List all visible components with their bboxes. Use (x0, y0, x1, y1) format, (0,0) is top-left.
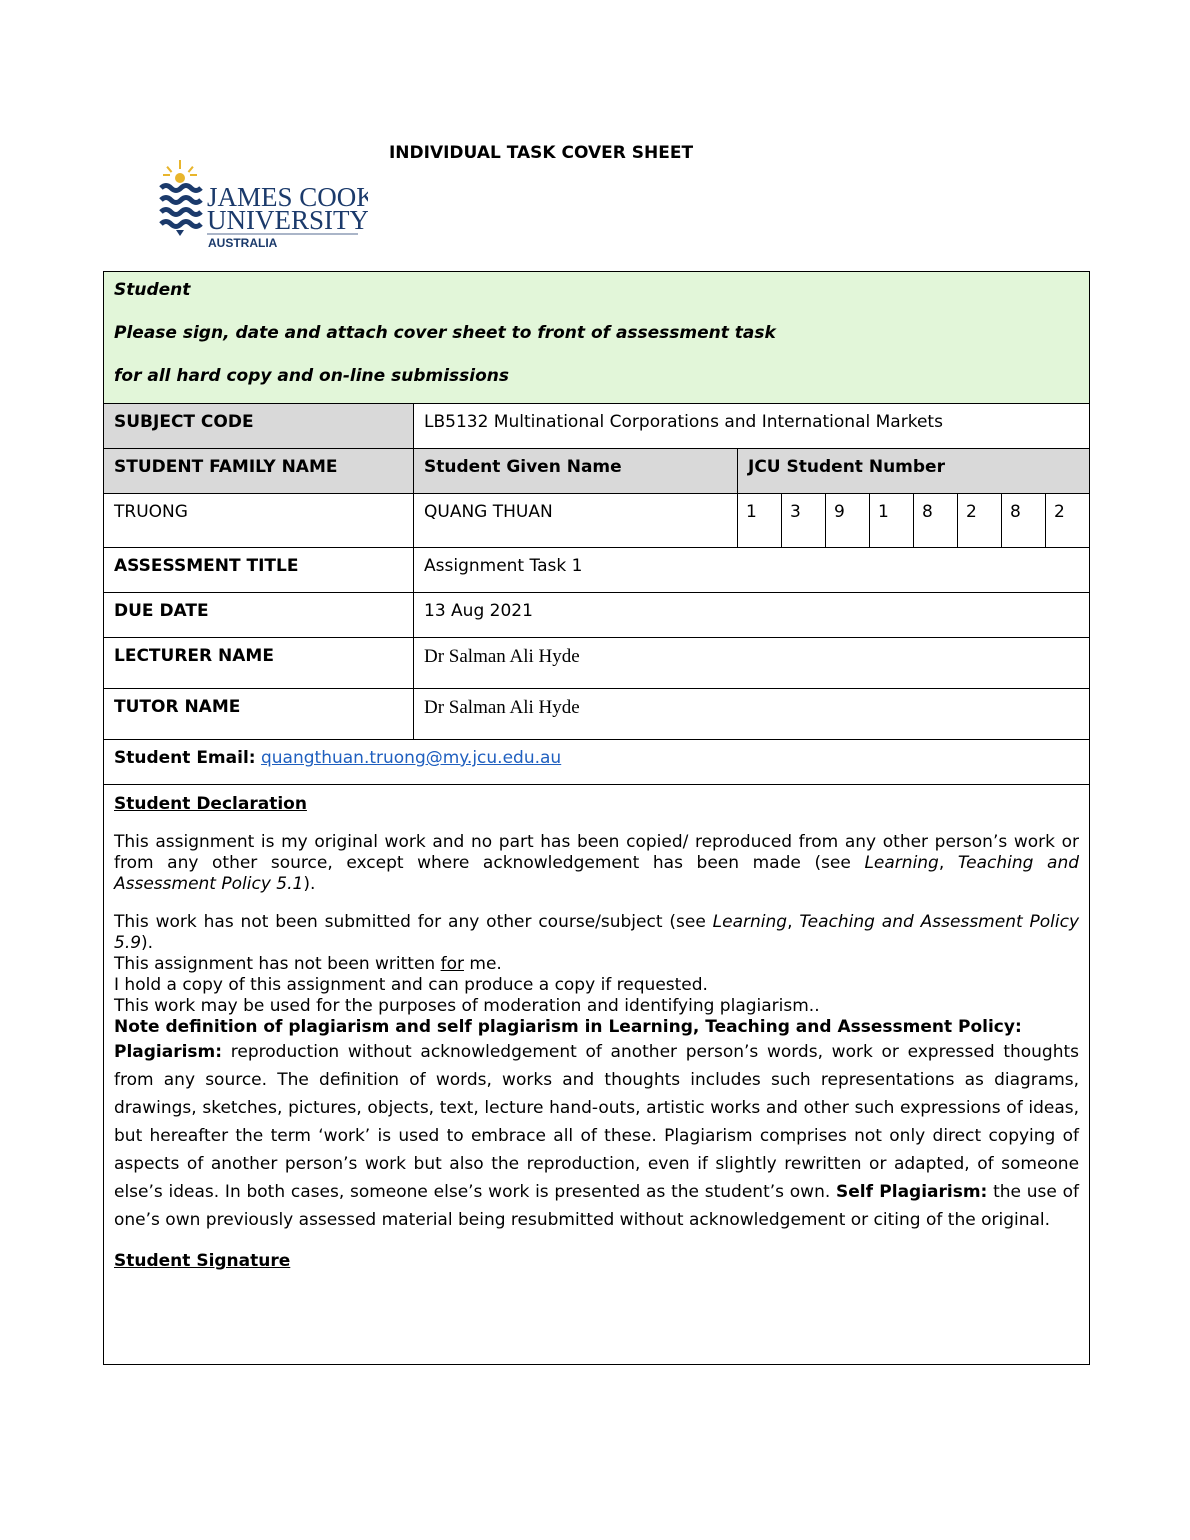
instructions-line-2: for all hard copy and on-line submissions (114, 366, 509, 386)
tutor-name-value: Dr Salman Ali Hyde (414, 689, 1090, 740)
student-number-digit: 1 (870, 494, 914, 548)
instructions-cell (104, 272, 1090, 404)
page-title: INDIVIDUAL TASK COVER SHEET (388, 143, 694, 163)
student-number-digit: 1 (738, 494, 782, 548)
tutor-name-label: TUTOR NAME (104, 689, 414, 740)
lecturer-name-value: Dr Salman Ali Hyde (414, 638, 1090, 689)
due-date-value: 13 Aug 2021 (414, 593, 1090, 638)
declaration-paragraph-3: This assignment has not been written for me. (114, 954, 502, 974)
email-label: Student Email: (114, 748, 256, 768)
student-number-digit: 3 (782, 494, 826, 548)
declaration-paragraph-1: This assignment is my original work and no part has been copied/ reproduced from any other person’s work or from any other source, except where acknowledgement has been made (see Learning, Teaching and Assessment Policy 5.1). (114, 832, 1080, 894)
given-name-header: Student Given Name (414, 449, 738, 494)
given-name-value: QUANG THUAN (414, 494, 738, 548)
subject-code-value: LB5132 Multinational Corporations and International Markets (414, 404, 1090, 449)
lecturer-name-label: LECTURER NAME (104, 638, 414, 689)
instructions-heading: Student (114, 280, 191, 300)
declaration-heading: Student Declaration (114, 794, 307, 814)
svg-text:JAMES COOK: JAMES COOK (207, 182, 368, 212)
plagiarism-definition: Plagiarism: reproduction without acknowledgement of another person’s words, work or expressed thoughts from any source. The definition of words, works and thoughts includes such representations as diagrams, drawings, sketches, pictures, objects, text, lecture hand-outs, artistic works and other such expressions of ideas, but hereafter the term ‘work’ is used to embrace all of these. Plagiarism comprises not only direct copying of aspects of another person’s work but also the reproduction, even if slightly rewritten or adapted, of someone else’s ideas. In both cases, someone else’s work is presented as the student’s own. Self Plagiarism: the use of one’s own previously assessed material being resubmitted without acknowledgement or citing of the original. (114, 1042, 1080, 1230)
declaration-paragraph-2: This work has not been submitted for any other course/subject (see Learning, Teaching and Assessment Policy 5.9). (114, 912, 1080, 953)
student-number-digit: 2 (958, 494, 1002, 548)
student-number-digit: 8 (914, 494, 958, 548)
instructions-line-1: Please sign, date and attach cover sheet to front of assessment task (114, 323, 776, 343)
student-number-digit: 2 (1046, 494, 1090, 548)
student-number-digit: 9 (826, 494, 870, 548)
email-cell (104, 740, 1090, 785)
declaration-paragraph-4: I hold a copy of this assignment and can produce a copy if requested. (114, 975, 708, 995)
signature-heading: Student Signature (114, 1251, 291, 1271)
declaration-cell (104, 785, 1090, 1365)
assessment-title-label: ASSESSMENT TITLE (104, 548, 414, 593)
plagiarism-note: Note definition of plagiarism and self plagiarism in Learning, Teaching and Assessment Policy: (114, 1017, 1022, 1037)
assessment-title-value: Assignment Task 1 (414, 548, 1090, 593)
jcu-crest-icon (158, 158, 368, 250)
student-number-digit: 8 (1002, 494, 1046, 548)
student-number-header: JCU Student Number (738, 449, 1090, 494)
declaration-paragraph-5: This work may be used for the purposes of moderation and identifying plagiarism.. (114, 996, 820, 1016)
family-name-header: STUDENT FAMILY NAME (104, 449, 414, 494)
subject-code-label: SUBJECT CODE (104, 404, 414, 449)
family-name-value: TRUONG (104, 494, 414, 548)
due-date-label: DUE DATE (104, 593, 414, 638)
svg-text:AUSTRALIA: AUSTRALIA (208, 236, 278, 250)
cover-sheet-table (103, 271, 1090, 1365)
email-link[interactable]: quangthuan.truong@my.jcu.edu.au (260, 748, 562, 768)
university-logo (158, 158, 368, 250)
svg-text:UNIVERSITY: UNIVERSITY (207, 205, 368, 235)
